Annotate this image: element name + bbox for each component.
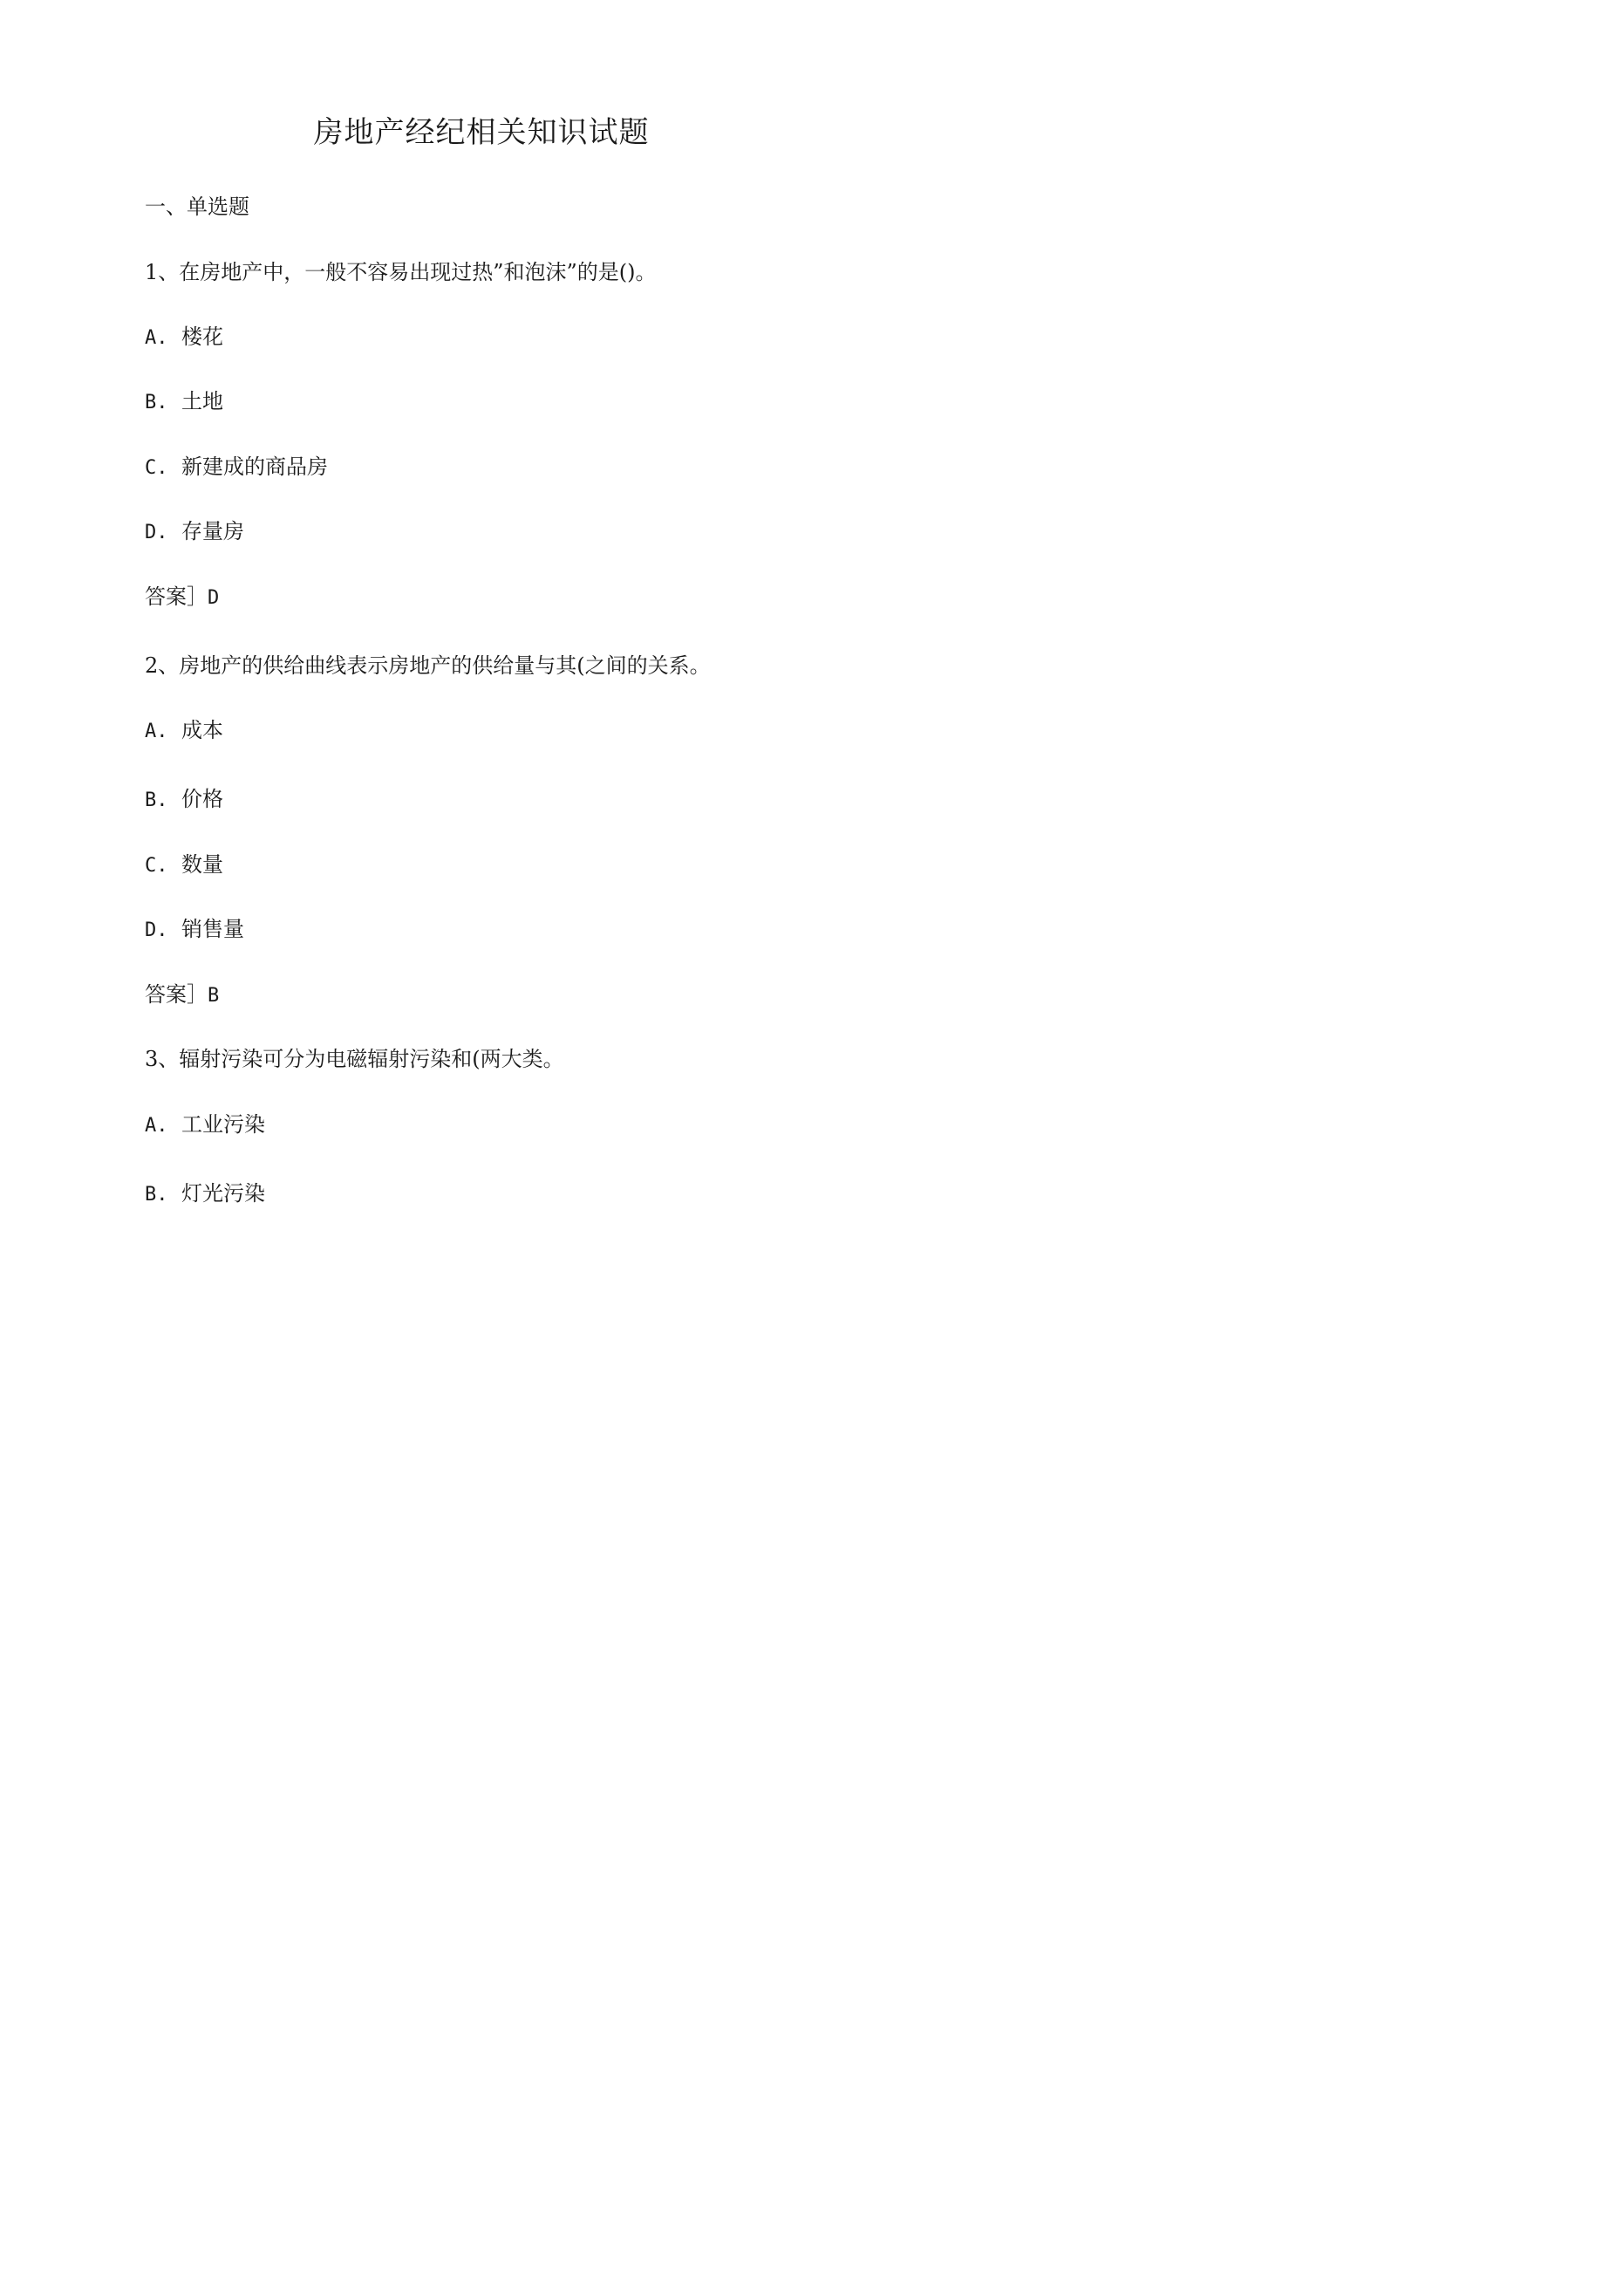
option-letter: B. xyxy=(145,789,168,811)
question-2-option-b xyxy=(145,784,223,816)
answer-value: D xyxy=(208,587,220,609)
option-text: 新建成的商品房 xyxy=(181,454,328,479)
option-letter: D. xyxy=(145,522,168,543)
answer-label: 答案］ xyxy=(145,584,208,609)
question-2-option-c xyxy=(145,850,223,881)
question-3-option-b xyxy=(145,1179,265,1210)
document-page xyxy=(0,0,963,1363)
option-text: 数量 xyxy=(181,852,223,877)
option-text: 存量房 xyxy=(181,519,244,543)
question-2-answer xyxy=(145,980,219,1011)
question-1-option-d xyxy=(145,516,244,548)
option-letter: A. xyxy=(145,327,168,349)
answer-value: B xyxy=(208,985,220,1007)
option-text: 工业污染 xyxy=(181,1112,265,1137)
option-text: 成本 xyxy=(181,718,223,742)
option-text: 灯光污染 xyxy=(181,1181,265,1206)
question-1-option-a xyxy=(145,322,223,353)
question-2-stem: 2、房地产的供给曲线表示房地产的供给量与其(之间的关系。 xyxy=(145,653,711,678)
option-letter: B. xyxy=(145,392,168,413)
option-letter: A. xyxy=(145,1115,168,1137)
question-3-stem: 3、辐射污染可分为电磁辐射污染和(两大类。 xyxy=(145,1047,564,1071)
question-2-option-d xyxy=(145,914,244,946)
option-letter: C. xyxy=(145,457,168,479)
option-letter: A. xyxy=(145,721,168,742)
question-1-stem: 1、在房地产中，一般不容易出现过热”和泡沫”的是()。 xyxy=(145,260,657,284)
option-letter: D. xyxy=(145,919,168,941)
question-1-option-c xyxy=(145,452,328,483)
section-heading: 一、单选题 xyxy=(145,195,249,219)
question-1-option-b xyxy=(145,386,223,418)
question-1-answer xyxy=(145,582,219,613)
question-2-option-a xyxy=(145,715,223,747)
option-letter: C. xyxy=(145,855,168,877)
option-text: 土地 xyxy=(181,389,223,413)
answer-label: 答案］ xyxy=(145,982,208,1007)
option-text: 价格 xyxy=(181,787,223,811)
page-title: 房地产经纪相关知识试题 xyxy=(313,115,650,150)
question-3-option-a xyxy=(145,1110,265,1141)
option-text: 销售量 xyxy=(181,917,244,941)
option-text: 楼花 xyxy=(181,325,223,349)
option-letter: B. xyxy=(145,1184,168,1206)
